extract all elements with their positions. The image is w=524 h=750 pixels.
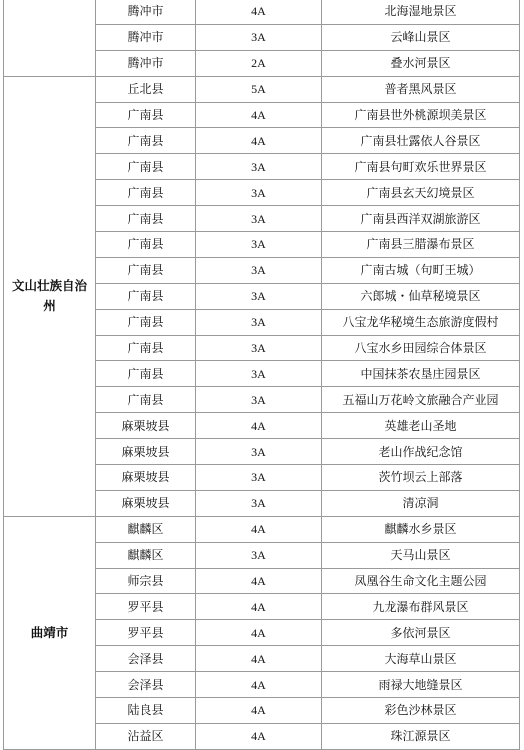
scenic-name-cell: 凤凰谷生命文化主题公园 [322, 568, 520, 594]
level-cell: 4A [196, 413, 322, 439]
scenic-spot-table [3, 0, 520, 750]
county-cell: 麻栗坡县 [96, 465, 196, 491]
level-cell: 3A [196, 154, 322, 180]
scenic-name-cell: 广南古城（句町王城） [322, 257, 520, 283]
county-cell: 广南县 [96, 257, 196, 283]
level-cell: 3A [196, 335, 322, 361]
level-cell: 3A [196, 361, 322, 387]
county-cell: 会泽县 [96, 646, 196, 672]
scenic-name-cell: 八宝龙华秘境生态旅游度假村 [322, 309, 520, 335]
level-cell: 3A [196, 387, 322, 413]
county-cell: 会泽县 [96, 672, 196, 698]
level-cell: 4A [196, 516, 322, 542]
scenic-name-cell: 清凉洞 [322, 490, 520, 516]
scenic-name-cell: 叠水河景区 [322, 50, 520, 76]
table-row [4, 516, 520, 542]
scenic-name-cell: 广南县玄天幻境景区 [322, 180, 520, 206]
scenic-name-cell: 广南县三腊瀑布景区 [322, 232, 520, 258]
county-cell: 广南县 [96, 128, 196, 154]
level-cell: 4A [196, 0, 322, 24]
county-cell: 陆良县 [96, 698, 196, 724]
scenic-name-cell: 麒麟水乡景区 [322, 516, 520, 542]
level-cell: 3A [196, 257, 322, 283]
county-cell: 广南县 [96, 206, 196, 232]
level-cell: 3A [196, 232, 322, 258]
county-cell: 广南县 [96, 335, 196, 361]
level-cell: 4A [196, 568, 322, 594]
county-cell: 麻栗坡县 [96, 413, 196, 439]
county-cell: 广南县 [96, 309, 196, 335]
county-cell: 广南县 [96, 154, 196, 180]
scenic-name-cell: 六郎城・仙草秘境景区 [322, 283, 520, 309]
county-cell: 广南县 [96, 283, 196, 309]
level-cell: 4A [196, 646, 322, 672]
scenic-name-cell: 五福山万花岭文旅融合产业园 [322, 387, 520, 413]
level-cell: 3A [196, 439, 322, 465]
county-cell: 腾冲市 [96, 50, 196, 76]
table-row [4, 76, 520, 102]
level-cell: 3A [196, 465, 322, 491]
level-cell: 4A [196, 723, 322, 749]
county-cell: 麒麟区 [96, 542, 196, 568]
scenic-name-cell: 彩色沙林景区 [322, 698, 520, 724]
scenic-name-cell: 广南县壮露依人谷景区 [322, 128, 520, 154]
scenic-name-cell: 九龙瀑布群风景区 [322, 594, 520, 620]
county-cell: 麻栗坡县 [96, 490, 196, 516]
scenic-name-cell: 老山作战纪念馆 [322, 439, 520, 465]
scenic-name-cell: 北海湿地景区 [322, 0, 520, 24]
level-cell: 4A [196, 594, 322, 620]
scenic-name-cell: 中国抹茶农垦庄园景区 [322, 361, 520, 387]
scenic-name-cell: 普者黑风景区 [322, 76, 520, 102]
county-cell: 广南县 [96, 232, 196, 258]
scenic-name-cell: 广南县句町欢乐世界景区 [322, 154, 520, 180]
county-cell: 腾冲市 [96, 0, 196, 24]
county-cell: 广南县 [96, 102, 196, 128]
level-cell: 3A [196, 542, 322, 568]
scenic-name-cell: 茨竹坝云上部落 [322, 465, 520, 491]
level-cell: 2A [196, 50, 322, 76]
scenic-name-cell: 雨禄大地缝景区 [322, 672, 520, 698]
city-cell: 文山壮族自治州 [4, 76, 96, 516]
county-cell: 麒麟区 [96, 516, 196, 542]
level-cell: 4A [196, 128, 322, 154]
level-cell: 3A [196, 283, 322, 309]
scenic-name-cell: 天马山景区 [322, 542, 520, 568]
scenic-name-cell: 英雄老山圣地 [322, 413, 520, 439]
county-cell: 沾益区 [96, 723, 196, 749]
county-cell: 师宗县 [96, 568, 196, 594]
level-cell: 4A [196, 698, 322, 724]
county-cell: 广南县 [96, 361, 196, 387]
level-cell: 4A [196, 102, 322, 128]
city-cell: 曲靖市 [4, 516, 96, 749]
scenic-name-cell: 云峰山景区 [322, 24, 520, 50]
scenic-name-cell: 大海草山景区 [322, 646, 520, 672]
county-cell: 丘北县 [96, 76, 196, 102]
level-cell: 3A [196, 490, 322, 516]
level-cell: 3A [196, 206, 322, 232]
level-cell: 3A [196, 309, 322, 335]
level-cell: 3A [196, 180, 322, 206]
scenic-name-cell: 多依河景区 [322, 620, 520, 646]
level-cell: 5A [196, 76, 322, 102]
level-cell: 4A [196, 672, 322, 698]
county-cell: 广南县 [96, 180, 196, 206]
level-cell: 4A [196, 620, 322, 646]
county-cell: 广南县 [96, 387, 196, 413]
county-cell: 罗平县 [96, 620, 196, 646]
table-body [4, 0, 520, 749]
city-cell [4, 0, 96, 76]
level-cell: 3A [196, 24, 322, 50]
scenic-name-cell: 珠江源景区 [322, 723, 520, 749]
scenic-name-cell: 八宝水乡田园综合体景区 [322, 335, 520, 361]
county-cell: 麻栗坡县 [96, 439, 196, 465]
county-cell: 罗平县 [96, 594, 196, 620]
scenic-name-cell: 广南县世外桃源坝美景区 [322, 102, 520, 128]
county-cell: 腾冲市 [96, 24, 196, 50]
scenic-name-cell: 广南县西洋双湖旅游区 [322, 206, 520, 232]
table-row [4, 0, 520, 24]
